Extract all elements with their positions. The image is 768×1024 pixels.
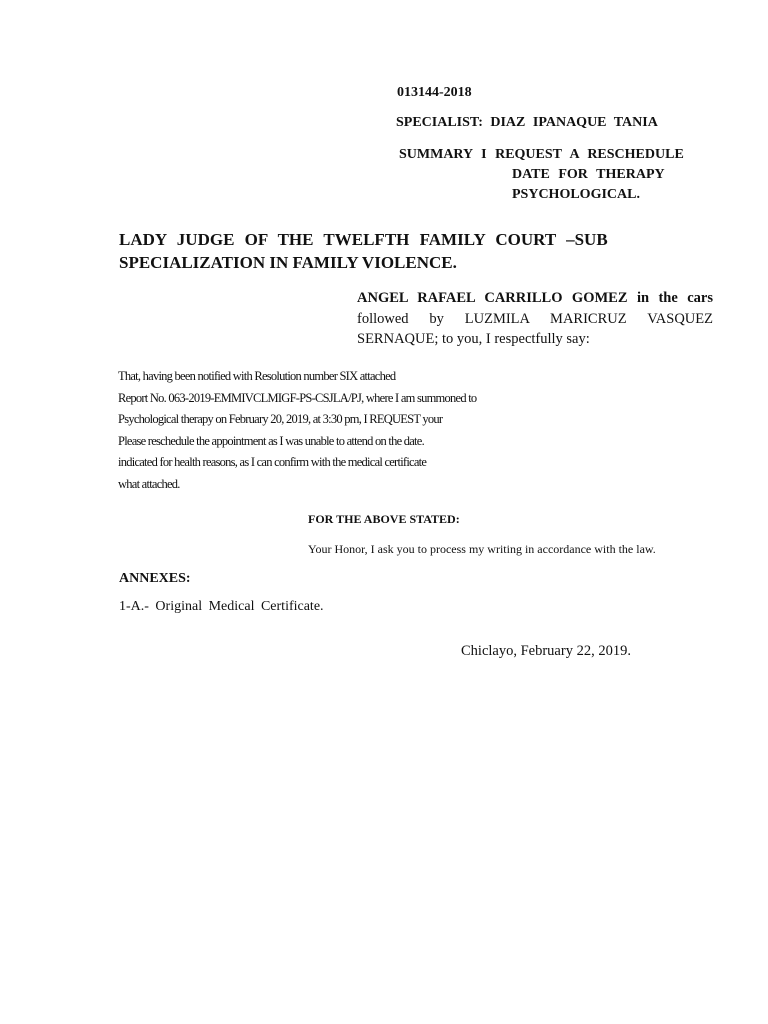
party-line: SERNAQUE; to you, I respectfully say: bbox=[357, 331, 590, 347]
addressee-line: LADY JUDGE OF THE TWELFTH FAMILY COURT –SUB bbox=[119, 230, 608, 249]
party-block bbox=[357, 288, 713, 350]
place-date: Chiclayo, February 22, 2019. bbox=[461, 643, 631, 659]
closing-request: Your Honor, I ask you to process my writing in accordance with the law. bbox=[308, 542, 656, 556]
party-name: ANGEL RAFAEL CARRILLO GOMEZ in the cars bbox=[357, 290, 713, 306]
summary-line: PSYCHOLOGICAL. bbox=[512, 187, 640, 202]
summary-line: DATE FOR THERAPY bbox=[512, 167, 665, 182]
summary-block bbox=[399, 145, 729, 205]
body-line: Psychological therapy on February 20, 2019, at 3:30 pm, I REQUEST your bbox=[118, 412, 443, 426]
addressee-heading bbox=[119, 228, 639, 274]
specialist-line: SPECIALIST: DIAZ IPANAQUE TANIA bbox=[396, 115, 658, 130]
body-line: indicated for health reasons, as I can confirm with the medical certificate bbox=[118, 455, 427, 469]
case-number: 013144-2018 bbox=[397, 85, 472, 100]
annex-item: 1-A.- Original Medical Certificate. bbox=[119, 599, 324, 614]
body-line: Please reschedule the appointment as I was unable to attend on the date. bbox=[118, 433, 424, 448]
annexes-heading: ANNEXES: bbox=[119, 571, 191, 586]
closing-heading: FOR THE ABOVE STATED: bbox=[308, 512, 460, 526]
body-paragraph bbox=[118, 366, 518, 495]
summary-line: SUMMARY I REQUEST A RESCHEDULE bbox=[399, 147, 684, 162]
body-line: Report No. 063-2019-EMMIVCLMIGF-PS-CSJLA/PJ, where I am summoned to bbox=[118, 390, 477, 405]
body-line: That, having been notified with Resolution number SIX attached bbox=[118, 369, 396, 383]
party-line: followed by LUZMILA MARICRUZ VASQUEZ bbox=[357, 310, 713, 327]
body-line: what attached. bbox=[118, 476, 180, 491]
addressee-line: SPECIALIZATION IN FAMILY VIOLENCE. bbox=[119, 253, 457, 272]
